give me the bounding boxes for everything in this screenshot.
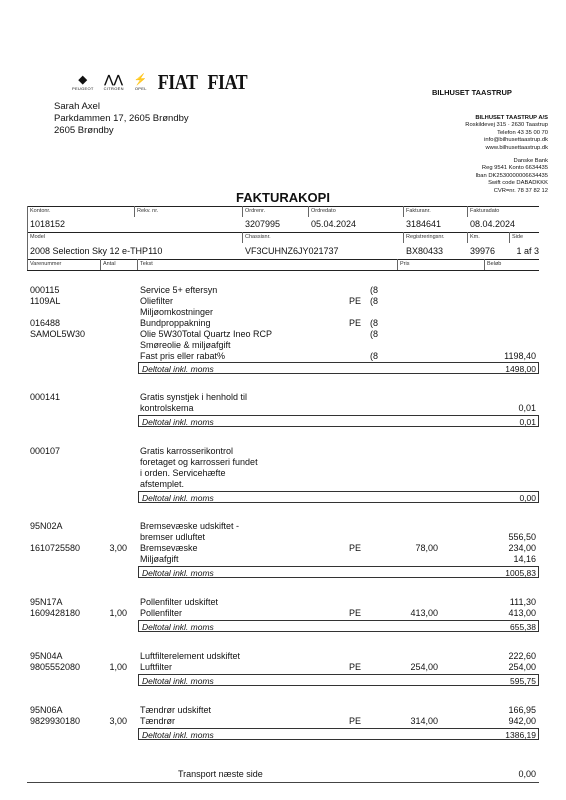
- recipient-street: Parkdammen 17, 2605 Brøndby: [54, 113, 189, 124]
- subtotal-label: Deltotal inkl. moms: [142, 417, 214, 427]
- dealer-name: BILHUSET TAASTRUP: [432, 88, 512, 97]
- fiat-professional-logo: FIAT: [207, 69, 248, 94]
- line-code: PE: [349, 662, 362, 672]
- dealer-info: [465, 115, 548, 152]
- bank-cvr: CVR=nr. 78 37 82 12: [493, 187, 548, 194]
- line-item-number: 9805552080: [30, 662, 81, 672]
- line-item-number: SAMOL5W30: [30, 329, 86, 339]
- line-flag: (8: [370, 285, 379, 295]
- line-item-number: 95N17A: [30, 597, 63, 607]
- line-description: Bremsevæske udskiftet -: [140, 521, 240, 531]
- subtotal-amount: 1386,19: [505, 730, 536, 740]
- col-belob: Beløb: [487, 261, 502, 267]
- value-fakturanr: 3184641: [406, 219, 442, 229]
- line-price: 254,00: [410, 662, 438, 672]
- header-rule-2: [27, 232, 539, 233]
- line-quantity: 3,00: [109, 543, 127, 553]
- document-title: FAKTURAKOPI: [236, 190, 330, 205]
- value-regnr: BX80433: [406, 246, 444, 256]
- line-item-number: 1609428180: [30, 608, 81, 618]
- subtotal-box: [138, 362, 539, 374]
- line-amount: 556,50: [508, 532, 536, 542]
- line-description: Pollenfilter udskiftet: [140, 597, 219, 607]
- line-description: Bremsevæske: [140, 543, 198, 553]
- col-antal: Antal: [103, 261, 116, 267]
- subtotal-box: [138, 728, 539, 740]
- header-divider: [242, 232, 243, 243]
- header-divider: [27, 206, 28, 270]
- dealer-web: www.bilhusettaastrup.dk: [485, 144, 548, 151]
- label-rekv: Rekv. nr.: [137, 208, 159, 214]
- header-divider: [397, 259, 398, 270]
- dealer-company: BILHUSET TAASTRUP A/S: [475, 115, 548, 121]
- line-item-number: 000115: [30, 285, 60, 295]
- subtotal-label: Deltotal inkl. moms: [142, 568, 214, 578]
- line-item-number: 1109AL: [30, 296, 61, 306]
- label-fakturanr: Fakturanr.: [406, 208, 431, 214]
- line-description: kontrolskema: [140, 403, 194, 413]
- subtotal-label: Deltotal inkl. moms: [142, 730, 214, 740]
- line-description: Fast pris eller rabat%: [140, 351, 226, 361]
- header-rule-4: [27, 270, 539, 271]
- subtotal-amount: 0,01: [519, 417, 536, 427]
- line-item-number: 9829930180: [30, 716, 81, 726]
- line-amount: 942,00: [508, 716, 536, 726]
- value-fakturadato: 08.04.2024: [470, 219, 516, 229]
- subtotal-label: Deltotal inkl. moms: [142, 364, 214, 374]
- dealer-phone: Telefon 43 35 00 70: [497, 129, 548, 136]
- line-code: PE: [349, 543, 362, 553]
- label-side: Side: [512, 234, 524, 240]
- header-divider: [308, 206, 309, 217]
- subtotal-amount: 1498,00: [505, 364, 536, 374]
- line-amount: 234,00: [508, 543, 536, 553]
- line-description: Service 5+ eftersyn: [140, 285, 218, 295]
- subtotal-box: [138, 566, 539, 578]
- line-item-number: 95N06A: [30, 705, 63, 715]
- header-divider: [137, 259, 138, 270]
- label-chassisnr: Chassisnr.: [245, 234, 271, 240]
- line-flag: (8: [370, 351, 379, 361]
- line-flag: (8: [370, 329, 379, 339]
- line-description: Miljøafgift: [140, 554, 179, 564]
- label-ordrenr: Ordrenr.: [245, 208, 266, 214]
- line-description: Tændrør: [140, 716, 176, 726]
- line-description: i orden. Servicehæfte: [140, 468, 226, 478]
- header-divider: [403, 206, 404, 217]
- subtotal-label: Deltotal inkl. moms: [142, 676, 214, 686]
- line-price: 78,00: [415, 543, 438, 553]
- value-kontonr: 1018152: [30, 219, 66, 229]
- line-quantity: 3,00: [109, 716, 127, 726]
- line-flag: (8: [370, 318, 379, 328]
- col-varenummer: Varenummer: [30, 261, 62, 267]
- header-rule-3: [27, 259, 539, 260]
- subtotal-label: Deltotal inkl. moms: [142, 493, 214, 503]
- recipient-city: 2605 Brøndby: [54, 125, 114, 136]
- line-price: 413,00: [410, 608, 438, 618]
- recipient-name: Sarah Axel: [54, 101, 100, 112]
- header-divider: [100, 259, 101, 270]
- subtotal-box: [138, 620, 539, 632]
- line-description: Olie 5W30Total Quartz Ineo RCP: [140, 329, 273, 339]
- subtotal-amount: 0,00: [519, 493, 536, 503]
- header-divider: [403, 232, 404, 243]
- col-tekst: Tekst: [140, 261, 153, 267]
- line-description: foretaget og karrosseri fundet: [140, 457, 258, 467]
- line-amount: 14,16: [513, 554, 536, 564]
- value-ordredato: 05.04.2024: [311, 219, 357, 229]
- dealer-email: info@bilhusettaastrup.dk: [484, 137, 548, 144]
- line-code: PE: [349, 608, 362, 618]
- line-description: afstemplet.: [140, 479, 185, 489]
- transport-amount: 0,00: [518, 769, 536, 779]
- line-description: Gratis karrosserikontrol: [140, 446, 234, 456]
- line-item-number: 000141: [30, 392, 61, 402]
- line-item-number: 016488: [30, 318, 61, 328]
- line-amount: 254,00: [508, 662, 536, 672]
- value-model: 2008 Selection Sky 12 e-THP110: [30, 246, 163, 256]
- footer-rule: [27, 782, 539, 783]
- line-code: PE: [349, 716, 362, 726]
- transport-label: Transport næste side: [178, 769, 263, 779]
- line-description: Tændrør udskiftet: [140, 705, 212, 715]
- header-rule-1: [27, 206, 539, 207]
- line-amount: 0,01: [518, 403, 536, 413]
- line-amount: 166,95: [508, 705, 536, 715]
- line-quantity: 1,00: [109, 662, 127, 672]
- line-description: Gratis synstjek i henhold til: [140, 392, 248, 402]
- header-divider: [467, 232, 468, 243]
- line-flag: (8: [370, 296, 379, 306]
- fiat-logo: FIAT: [157, 69, 198, 94]
- line-description: Pollenfilter: [140, 608, 183, 618]
- line-description: Miljøomkostninger: [140, 307, 214, 317]
- line-item-number: 000107: [30, 446, 61, 456]
- line-description: Luftfilter: [140, 662, 173, 672]
- header-divider: [467, 206, 468, 217]
- header-divider: [134, 206, 135, 217]
- line-amount: 413,00: [508, 608, 536, 618]
- brand-logos: [72, 66, 247, 98]
- label-regnr: Registreringsnr.: [406, 234, 445, 240]
- line-description: bremser udluftet: [140, 532, 206, 542]
- label-kontonr: Kontonr.: [30, 208, 51, 214]
- label-km: Km.: [470, 234, 480, 240]
- label-fakturadato: Fakturadato: [470, 208, 500, 214]
- line-quantity: 1,00: [109, 608, 127, 618]
- line-description: Bundproppakning: [140, 318, 211, 328]
- value-km: 39976: [470, 246, 496, 256]
- subtotal-box: [138, 674, 539, 686]
- bank-reg: Reg 9541 Konto 6634435: [481, 165, 548, 172]
- value-chassisnr: VF3CUHNZ6JY021737: [245, 246, 339, 256]
- bank-iban: Iban DK2530000006634435: [475, 172, 548, 179]
- citroen-logo: ⋀⋀ CITROËN: [103, 74, 124, 91]
- subtotal-box: [138, 491, 539, 503]
- line-item-number: 95N04A: [30, 651, 63, 661]
- label-ordredato: Ordredato: [311, 208, 336, 214]
- header-divider: [242, 206, 243, 217]
- subtotal-box: [138, 415, 539, 427]
- label-model: Model: [30, 234, 45, 240]
- value-ordrenr: 3207995: [245, 219, 281, 229]
- col-pris: Pris: [400, 261, 410, 267]
- subtotal-amount: 595,75: [510, 676, 536, 686]
- header-divider: [509, 232, 510, 243]
- line-amount: 222,60: [508, 651, 536, 661]
- subtotal-label: Deltotal inkl. moms: [142, 622, 214, 632]
- header-divider: [484, 259, 485, 270]
- subtotal-amount: 655,38: [510, 622, 536, 632]
- line-description: Smøreolie & miljøafgift: [140, 340, 231, 350]
- bank-swift: Swift code DABADKKK: [488, 180, 548, 187]
- line-description: Luftfilterelement udskiftet: [140, 651, 241, 661]
- subtotal-amount: 1005,83: [505, 568, 536, 578]
- line-code: PE: [349, 296, 362, 306]
- bank-name: Danske Bank: [513, 158, 548, 164]
- recipient-address: [54, 101, 189, 137]
- line-item-number: 1610725580: [30, 543, 81, 553]
- line-amount: 1198,40: [504, 351, 536, 361]
- line-amount: 111,30: [509, 597, 536, 607]
- peugeot-logo: ◆ PEUGEOT: [72, 74, 94, 91]
- dealer-address: Roskildevej 315 · 2630 Taastrup: [465, 122, 548, 129]
- value-side: 1 af 3: [516, 246, 539, 256]
- opel-logo: ⚡ OPEL: [133, 74, 148, 91]
- line-code: PE: [349, 318, 362, 328]
- line-item-number: 95N02A: [30, 521, 63, 531]
- line-description: Oliefilter: [140, 296, 174, 306]
- line-price: 314,00: [410, 716, 438, 726]
